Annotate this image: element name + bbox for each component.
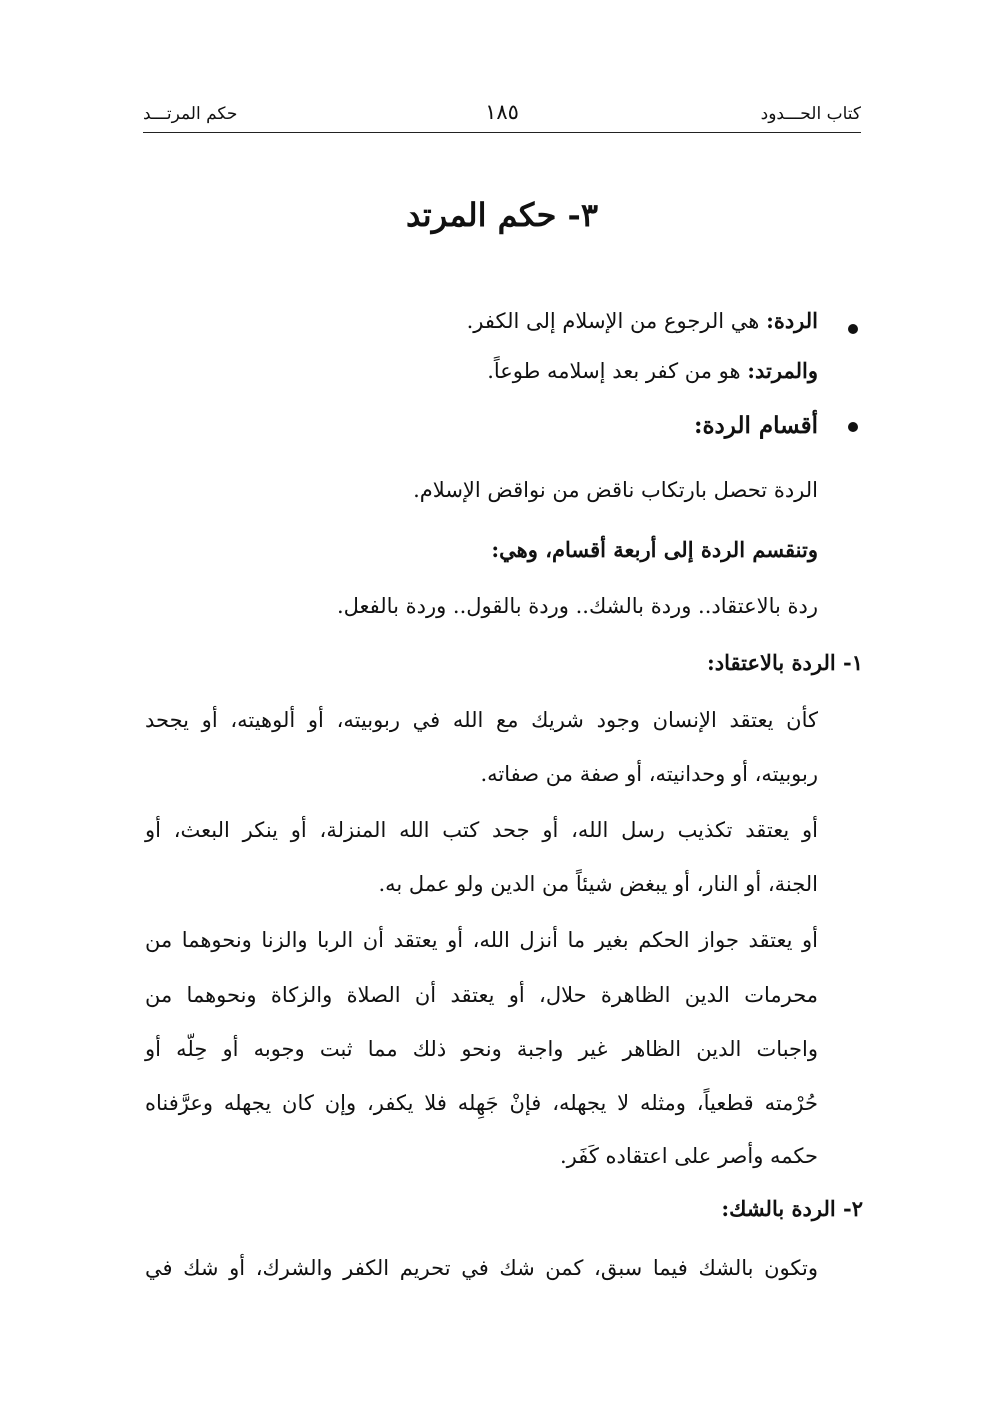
text-line: ربوبيته، أو وحدانيته، أو صفة من صفاته. [480, 762, 818, 786]
book-title: كتاب الحـــدود [760, 104, 861, 124]
header-divider [143, 132, 861, 133]
text-line: واجبات الدين الظاهر غير واجبة ونحو ذلك مما ثبت وجوبه أو حِلّه أو [145, 1037, 818, 1061]
paragraph-split: وتنقسم الردة إلى أربعة أقسام، وهي: [491, 537, 818, 562]
running-header [143, 100, 861, 130]
text-line: كأن يعتقد الإنسان وجود شريك مع الله في ربوبيته، أو ألوهيته، أو يجحد [145, 708, 818, 732]
paragraph-intro: الردة تحصل بارتكاب ناقض من نواقض الإسلام. [413, 478, 818, 502]
term-ridda: الردة: [766, 308, 818, 333]
text-line: أو يعتقد جواز الحكم بغير ما أنزل الله، أو يعتقد أن الربا والزنا ونحوهما من [145, 928, 818, 952]
paragraph-types: ردة بالاعتقاد.. وردة بالشك.. وردة بالقول.. وردة بالفعل. [336, 594, 818, 618]
heading-doubt: ٢- الردة بالشك: [721, 1196, 863, 1221]
heading-belief: ١- الردة بالاعتقاد: [706, 650, 863, 675]
section-title: ٣- حكم المرتد [406, 196, 598, 234]
page-number: ١٨٥ [485, 100, 519, 124]
text-line: حكمه وأصر على اعتقاده كَفَر. [559, 1144, 818, 1168]
chapter-title: حكم المرتـــد [143, 104, 238, 124]
bullet-icon [848, 324, 858, 334]
text-line: الجنة، أو النار، أو يبغض شيئاً من الدين ولو عمل به. [378, 872, 818, 896]
subheading-types-text: أقسام الردة: [693, 412, 818, 439]
text-line: حُرْمته قطعياً، ومثله لا يجهله، فإنْ جَهِله فلا يكفر، وإن كان يجهله وعرَّفناه [145, 1091, 818, 1115]
text-line: محرمات الدين الظاهرة حلال، أو يعتقد أن الصلاة والزكاة ونحوهما من [145, 983, 818, 1007]
definition-ridda-text: هي الرجوع من الإسلام إلى الكفر. [466, 309, 767, 333]
text-line: أو يعتقد تكذيب رسل الله، أو جحد كتب الله المنزلة، أو ينكر البعث، أو [145, 818, 818, 842]
definition-murtad-text: هو من كفر بعد إسلامه طوعاً. [487, 359, 748, 383]
subheading-types [694, 412, 818, 439]
definition-ridda [467, 308, 818, 333]
text-line: وتكون بالشك فيما سبق، كمن شك في تحريم الكفر والشرك، أو شك في [145, 1256, 818, 1280]
definition-murtad [487, 358, 818, 383]
bullet-icon [848, 422, 858, 432]
term-murtad: والمرتد: [747, 358, 818, 383]
